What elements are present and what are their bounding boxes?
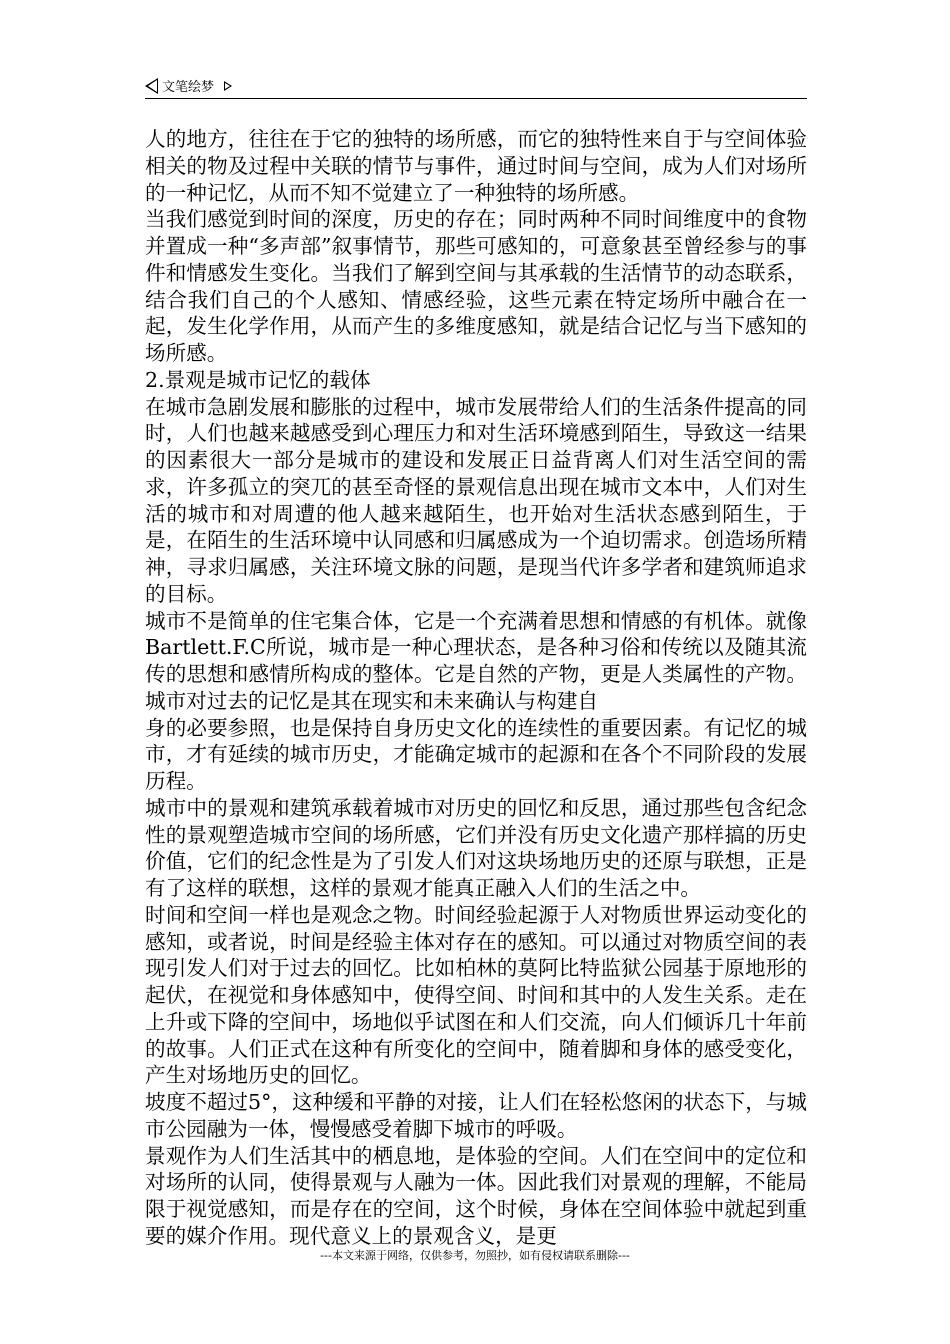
paragraph-9: 景观作为人们生活其中的栖息地，是体验的空间。人们在空间中的定位和对场所的认同，使得景观与人融为一体。因此我们对景观的理解，不能局限于视觉感知，而是存在的空间，这个时候，身体在空间体验中就起到重要的媒介作用。现代意义上的景观含义，是更 bbox=[145, 1143, 807, 1248]
header-title: 文笔绘梦 bbox=[162, 80, 215, 95]
triangle-left-icon bbox=[145, 78, 158, 94]
paragraph-1: 人的地方，往往在于它的独特的场所感，而它的独特性来自于与空间体验相关的物及过程中关联的情节与事件，通过时间与空间，成为人们对场所的一种记忆，从而不知不觉建立了一种独特的场所感。 bbox=[145, 127, 807, 205]
paragraph-7: 时间和空间一样也是观念之物。时间经验起源于人对物质世界运动变化的感知，或者说，时间是经验主体对存在的感知。可以通过对物质空间的表现引发人们对于过去的回忆。比如柏林的莫阿比特监狱公园基于原地形的起伏，在视觉和身体感知中，使得空间、时间和其中的人发生关系。走在上升或下降的空间中，场地似乎试图在和人们交流，向人们倾诉几十年前的故事。人们正式在这种有所变化的空间中，随着脚和身体的感受变化，产生对场地历史的回忆。 bbox=[145, 902, 807, 1088]
triangle-right-icon bbox=[224, 81, 232, 91]
paragraph-8: 坡度不超过5°，这种缓和平静的对接，让人们在轻松悠闲的状态下，与城市公园融为一体，慢慢感受着脚下城市的呼吸。 bbox=[145, 1090, 807, 1141]
paragraph-5: 身的必要参照，也是保持自身历史文化的连续性的重要因素。有记忆的城市，才有延续的城市历史，才能确定城市的起源和在各个不同阶段的发展历程。 bbox=[145, 715, 807, 793]
paragraph-6: 城市中的景观和建筑承载着城市对历史的回忆和反思，通过那些包含纪念性的景观塑造城市空间的场所感，它们并没有历史文化遗产那样搞的历史价值，它们的纪念性是为了引发人们对这块场地历史的还原与联想，正是有了这样的联想，这样的景观才能真正融入人们的生活之中。 bbox=[145, 795, 807, 900]
paragraph-4: 城市不是简单的住宅集合体，它是一个充满着思想和情感的有机体。就像Bartlett.F.C所说，城市是一种心理状态，是各种习俗和传统以及随其流传的思想和感情所构成的整体。它是自然的产物，更是人类属性的产物。城市对过去的记忆是其在现实和未来确认与构建自 bbox=[145, 608, 807, 713]
paragraph-3: 在城市急剧发展和膨胀的过程中，城市发展带给人们的生活条件提高的同时，人们也越来越感受到心理压力和对生活环境感到陌生，导致这一结果的因素很大一部分是城市的建设和发展正日益背离人们对生活空间的需求，许多孤立的突兀的甚至奇怪的景观信息出现在城市文本中，人们对生活的城市和对周遭的他人越来越陌生，也开始对生活状态感到陌生，于是，在陌生的生活环境中认同感和归属感成为一个迫切需求。创造场所精神，寻求归属感，关注环境文脉的问题，是现当代许多学者和建筑师追求的目标。 bbox=[145, 394, 807, 606]
footer-disclaimer: ---本文来源于网络，仅供参考，勿照抄，如有侵权请联系删除--- bbox=[320, 1249, 630, 1262]
page-header bbox=[145, 72, 807, 99]
document-body bbox=[145, 126, 807, 1250]
header-branding bbox=[145, 76, 232, 95]
section-heading: 2.景观是城市记忆的载体 bbox=[145, 367, 371, 392]
paragraph-2: 当我们感觉到时间的深度，历史的存在；同时两种不同时间维度中的食物并置成一种“多声部”叙事情节，那些可感知的，可意象甚至曾经参与的事件和情感发生变化。当我们了解到空间与其承载的生活情节的动态联系，结合我们自己的个人感知、情感经验，这些元素在特定场所中融合在一起，发生化学作用，从而产生的多维度感知，就是结合记忆与当下感知的场所感。 bbox=[145, 207, 807, 365]
